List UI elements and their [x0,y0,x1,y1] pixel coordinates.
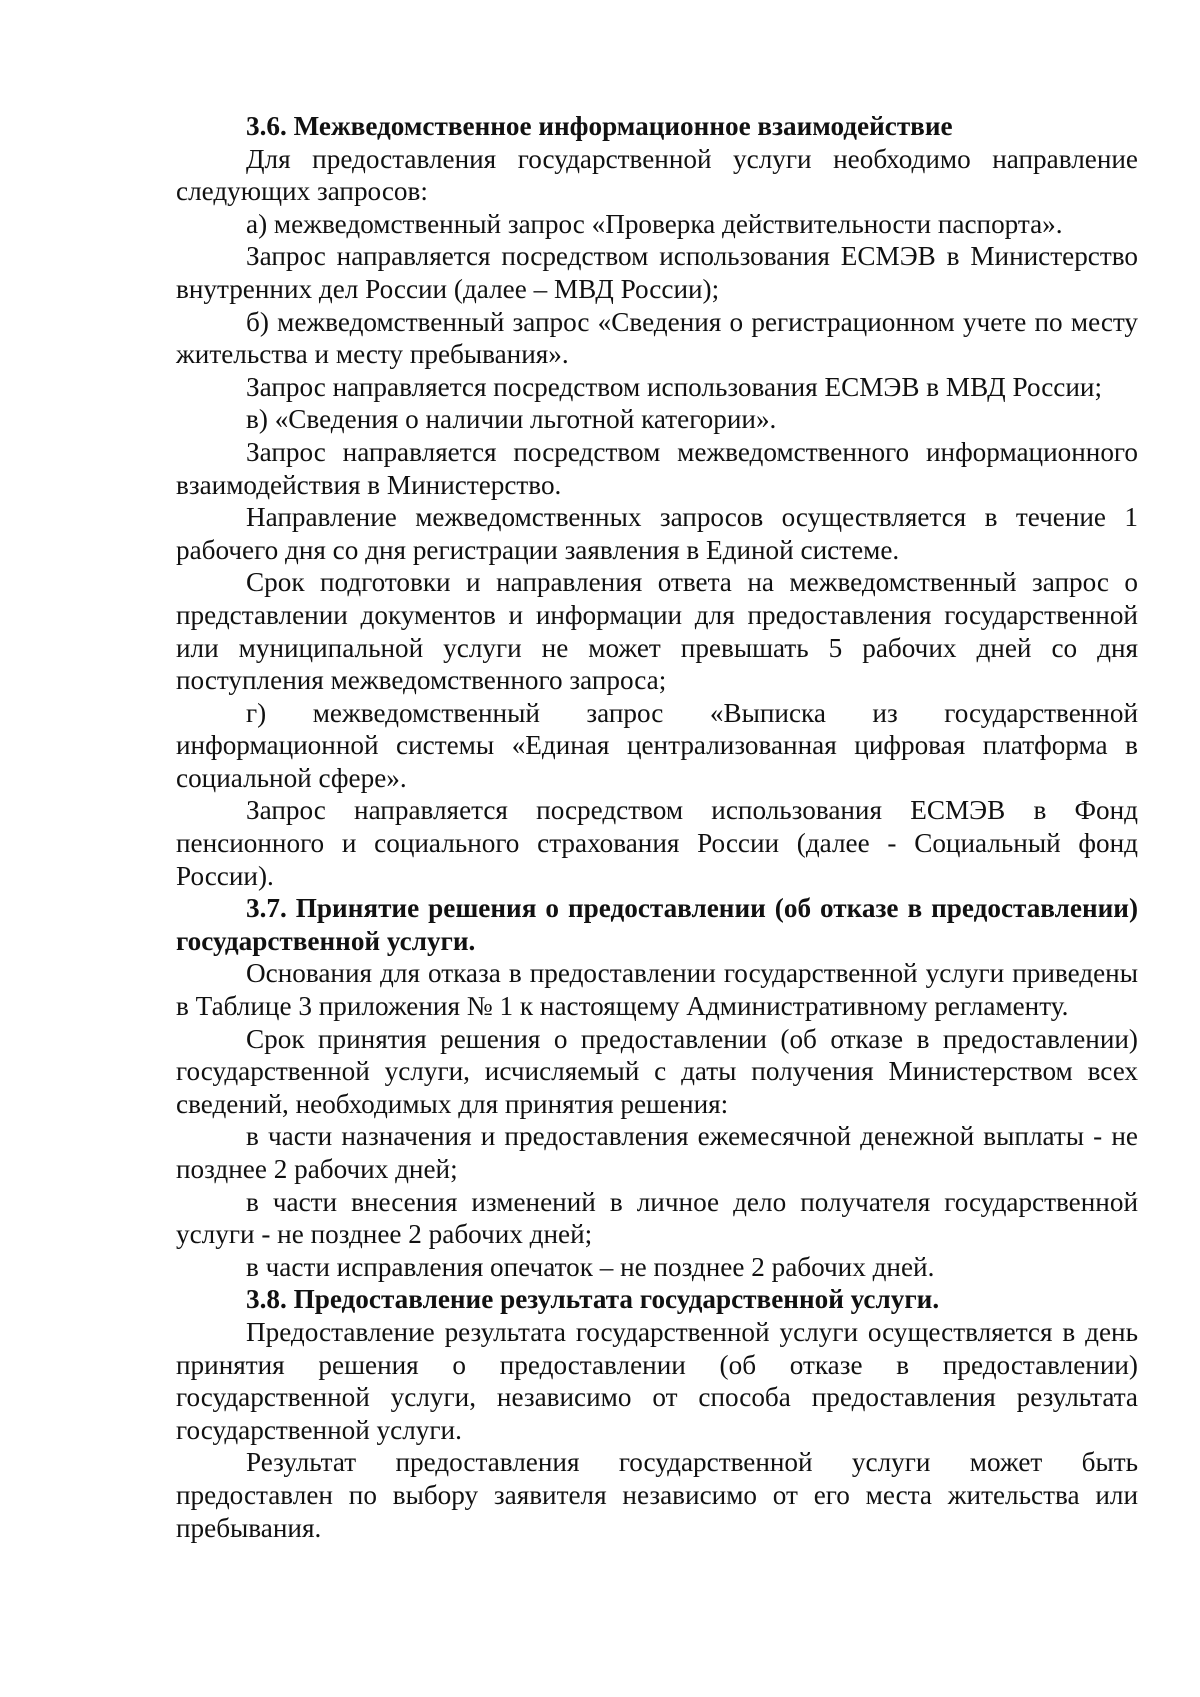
document-page [176,110,1138,1544]
paragraph: Основания для отказа в предоставлении государственной услуги приведены в Таблице 3 приложения № 1 к настоящему Административному регламенту. [176,958,1138,1022]
list-item-v: в) «Сведения о наличии льготной категории». [246,404,777,435]
paragraph: Запрос направляется посредством использования ЕСМЭВ в Фонд пенсионного и социального страхования России (далее - Социальный фонд России). [176,795,1138,891]
section-heading-3-7: 3.7. Принятие решения о предоставлении (об отказе в предоставлении) государственной услуги. [176,893,1138,956]
paragraph: в части назначения и предоставления ежемесячной денежной выплаты - не позднее 2 рабочих дней; [176,1121,1138,1184]
paragraph: Срок подготовки и направления ответа на межведомственный запрос о представлении документов и информации для предоставления государственной или муниципальной услуги не может превышать 5 рабочих дней со дня поступления межведомственного запроса; [176,567,1138,696]
section-heading-3-6: 3.6. Межведомственное информационное взаимодействие [246,111,953,141]
paragraph: Запрос направляется посредством использования ЕСМЭВ в Министерство внутренних дел России (далее – МВД России); [176,241,1138,304]
paragraph: в части внесения изменений в личное дело получателя государственной услуги - не позднее 2 рабочих дней; [176,1186,1138,1250]
paragraph: Срок принятия решения о предоставлении (об отказе в предоставлении) государственной услуги, исчисляемый с даты получения Министерством всех сведений, необходимых для принятия решения: [176,1023,1138,1119]
paragraph: Предоставление результата государственной услуги осуществляется в день принятия решения о предоставлении (об отказе в предоставлении) государственной услуги, независимо от способа предоставления результата государственной услуги. [176,1316,1138,1445]
paragraph: Результат предоставления государственной услуги может быть предоставлен по выбору заявителя независимо от его места жительства или пребывания. [176,1447,1138,1543]
list-item-a: а) межведомственный запрос «Проверка действительности паспорта». [246,208,1063,239]
section-heading-3-8: 3.8. Предоставление результата государственной услуги. [246,1284,940,1315]
list-item-b: б) межведомственный запрос «Сведения о регистрационном учете по месту жительства и месту пребывания». [176,306,1138,370]
paragraph: в части исправления опечаток – не позднее 2 рабочих дней. [246,1251,935,1282]
paragraph: Для предоставления государственной услуги необходимо направление следующих запросов: [176,143,1138,207]
paragraph: Запрос направляется посредством использования ЕСМЭВ в МВД России; [246,371,1103,402]
paragraph: Запрос направляется посредством межведомственного информационного взаимодействия в Министерство. [176,436,1138,500]
list-item-g: г) межведомственный запрос «Выписка из государственной информационной системы «Единая централизованная цифровая платформа в социальной сфере». [176,697,1138,793]
paragraph: Направление межведомственных запросов осуществляется в течение 1 рабочего дня со дня регистрации заявления в Единой системе. [176,502,1138,565]
